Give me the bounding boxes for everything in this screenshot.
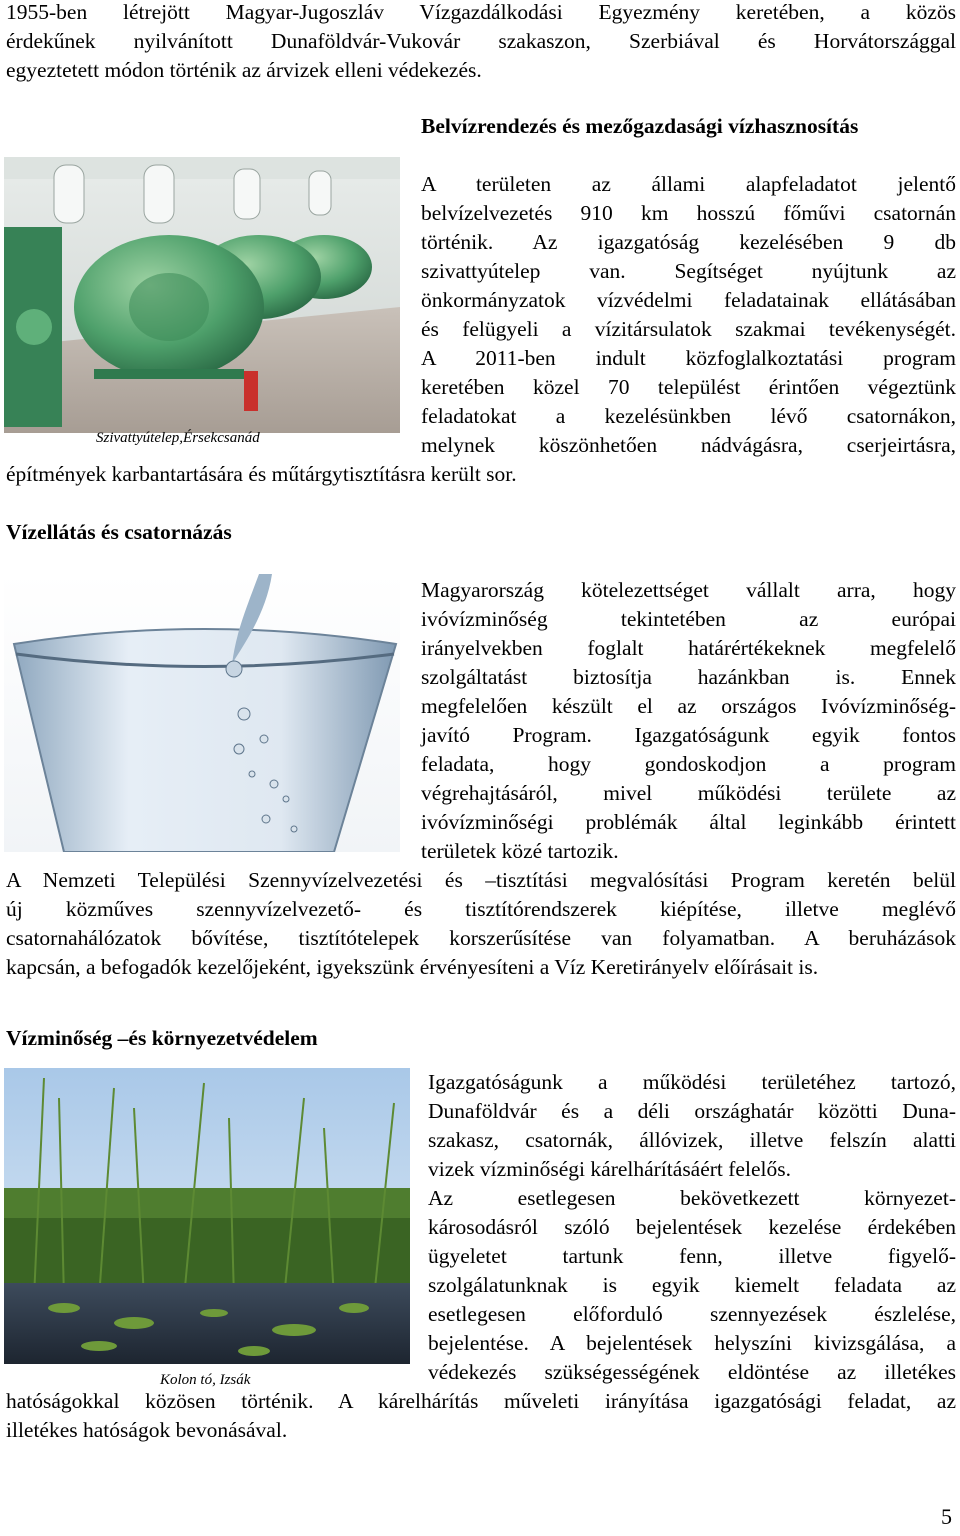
text-line: hatóságokkal közösen történik. A kárelhárítás műveleti irányítása igazgatósági feladat, az bbox=[6, 1389, 956, 1413]
section3-side-text bbox=[428, 1068, 956, 1387]
text-line: vizek vízminőségi kárelhárításáért felelős. bbox=[428, 1157, 791, 1181]
text-line: javító Program. Igazgatóságunk egyik fontos bbox=[421, 723, 956, 747]
text-line: új közműves szennyvízelvezető- és tisztítórendszerek kiépítése, illetve meglévő bbox=[6, 897, 956, 921]
text-line: önkormányzatok vízvédelmi feladatainak ellátásában bbox=[421, 288, 956, 312]
text-line: Magyarország kötelezettséget vállalt arra, hogy bbox=[421, 578, 956, 602]
section-heading-belviz: Belvízrendezés és mezőgazdasági vízhasznosítás bbox=[421, 114, 859, 138]
image-caption-pump: Szivattyútelep,Érsekcsanád bbox=[96, 430, 260, 446]
text-line: illetékes hatóságok bevonásával. bbox=[6, 1418, 288, 1442]
intro-line: érdekűnek nyilvánított Dunaföldvár-Vukovár szakaszon, Szerbiával és Horvátországgal bbox=[6, 29, 956, 53]
text-line: végrehajtásáról, mivel működési területe az bbox=[421, 781, 956, 805]
text-line: A Nemzeti Települési Szennyvízelvezetési és –tisztítási megvalósítási Program keretén belül bbox=[6, 868, 956, 892]
section3-full-text bbox=[6, 1387, 956, 1445]
image-caption-lake: Kolon tó, Izsák bbox=[160, 1372, 251, 1388]
text-line: szolgálatunknak is egyik kiemelt feladata az bbox=[428, 1273, 956, 1297]
text-line: ügyeletet tartunk fenn, illetve figyelő- bbox=[428, 1244, 956, 1268]
text-line: szakasz, csatornák, állóvizek, illetve felszín alatti bbox=[428, 1128, 956, 1152]
text-line: Dunaföldvár és a déli országhatár közötti Duna- bbox=[428, 1099, 956, 1123]
text-line: építmények karbantartására és műtárgytisztításra került sor. bbox=[6, 462, 517, 486]
text-line: feladata, hogy gondoskodjon a program bbox=[421, 752, 956, 776]
text-line: Igazgatóságunk a működési területéhez tartozó, bbox=[428, 1070, 956, 1094]
text-line: szolgáltatást biztosítja hazánkban is. Ennek bbox=[421, 665, 956, 689]
text-line: melynek köszönhetően nádvágásra, cserjeirtásra, bbox=[421, 433, 956, 457]
text-line: Az esetlegesen bekövetkezett környezet- bbox=[428, 1186, 956, 1210]
intro-paragraph bbox=[6, 0, 956, 85]
section1-side-text bbox=[421, 170, 956, 460]
intro-line: egyeztetett módon történik az árvizek elleni védekezés. bbox=[6, 58, 482, 82]
text-line: területek közé tartozik. bbox=[421, 839, 619, 863]
lake-reeds-image bbox=[4, 1068, 410, 1364]
text-line: történik. Az igazgatóság kezelésében 9 db bbox=[421, 230, 956, 254]
page-number: 5 bbox=[941, 1504, 952, 1529]
section2-side-text bbox=[421, 576, 956, 866]
text-line: keretében közel 70 települést érintően végeztünk bbox=[421, 375, 956, 399]
text-line: védekezés szükségességének eldöntése az illetékes bbox=[428, 1360, 956, 1384]
text-line: irányelvekben foglalt határértékeknek megfelelő bbox=[421, 636, 956, 660]
text-line: és felügyeli a vízitársulatok szakmai tevékenységét. bbox=[421, 317, 956, 341]
text-line: ivóvízminőség tekintetében az európai bbox=[421, 607, 956, 631]
text-line: károsodásról szóló bejelentések kezelése érdekében bbox=[428, 1215, 956, 1239]
pump-station-image bbox=[4, 157, 400, 433]
text-line: megfelelően készült el az országos Ivóvízminőség- bbox=[421, 694, 956, 718]
text-line: szivattyútelep van. Segítséget nyújtunk az bbox=[421, 259, 956, 283]
text-line: A 2011-ben indult közfoglalkoztatási program bbox=[421, 346, 956, 370]
text-line: A területen az állami alapfeladatot jelentő bbox=[421, 172, 956, 196]
text-line: feladatokat a kezelésünkben lévő csatornákon, bbox=[421, 404, 956, 428]
text-line: kapcsán, a befogadók kezelőjeként, igyekszünk érvényesíteni a Víz Keretirányelv előírásait is. bbox=[6, 955, 819, 979]
text-line: bejelentése. A bejelentések helyszíni kivizsgálása, a bbox=[428, 1331, 956, 1355]
section-heading-vizminoseg: Vízminőség –és környezetvédelem bbox=[6, 1026, 318, 1050]
section2-full-text bbox=[6, 866, 956, 982]
section1-full-text bbox=[6, 460, 956, 489]
text-line: belvízelvezetés 910 km hosszú főművi csatornán bbox=[421, 201, 956, 225]
text-line: esetlegesen előforduló szennyezések észlelése, bbox=[428, 1302, 956, 1326]
text-line: csatornahálózatok bővítése, tisztítótelepek korszerűsítése van folyamatban. A beruházások bbox=[6, 926, 956, 950]
intro-line: 1955-ben létrejött Magyar-Jugoszláv Vízgazdálkodási Egyezmény keretében, a közös bbox=[6, 0, 956, 24]
water-glass-image bbox=[4, 574, 400, 852]
text-line: ivóvízminőségi problémák által leginkább érintett bbox=[421, 810, 956, 834]
section-heading-vizellatas: Vízellátás és csatornázás bbox=[6, 520, 232, 544]
